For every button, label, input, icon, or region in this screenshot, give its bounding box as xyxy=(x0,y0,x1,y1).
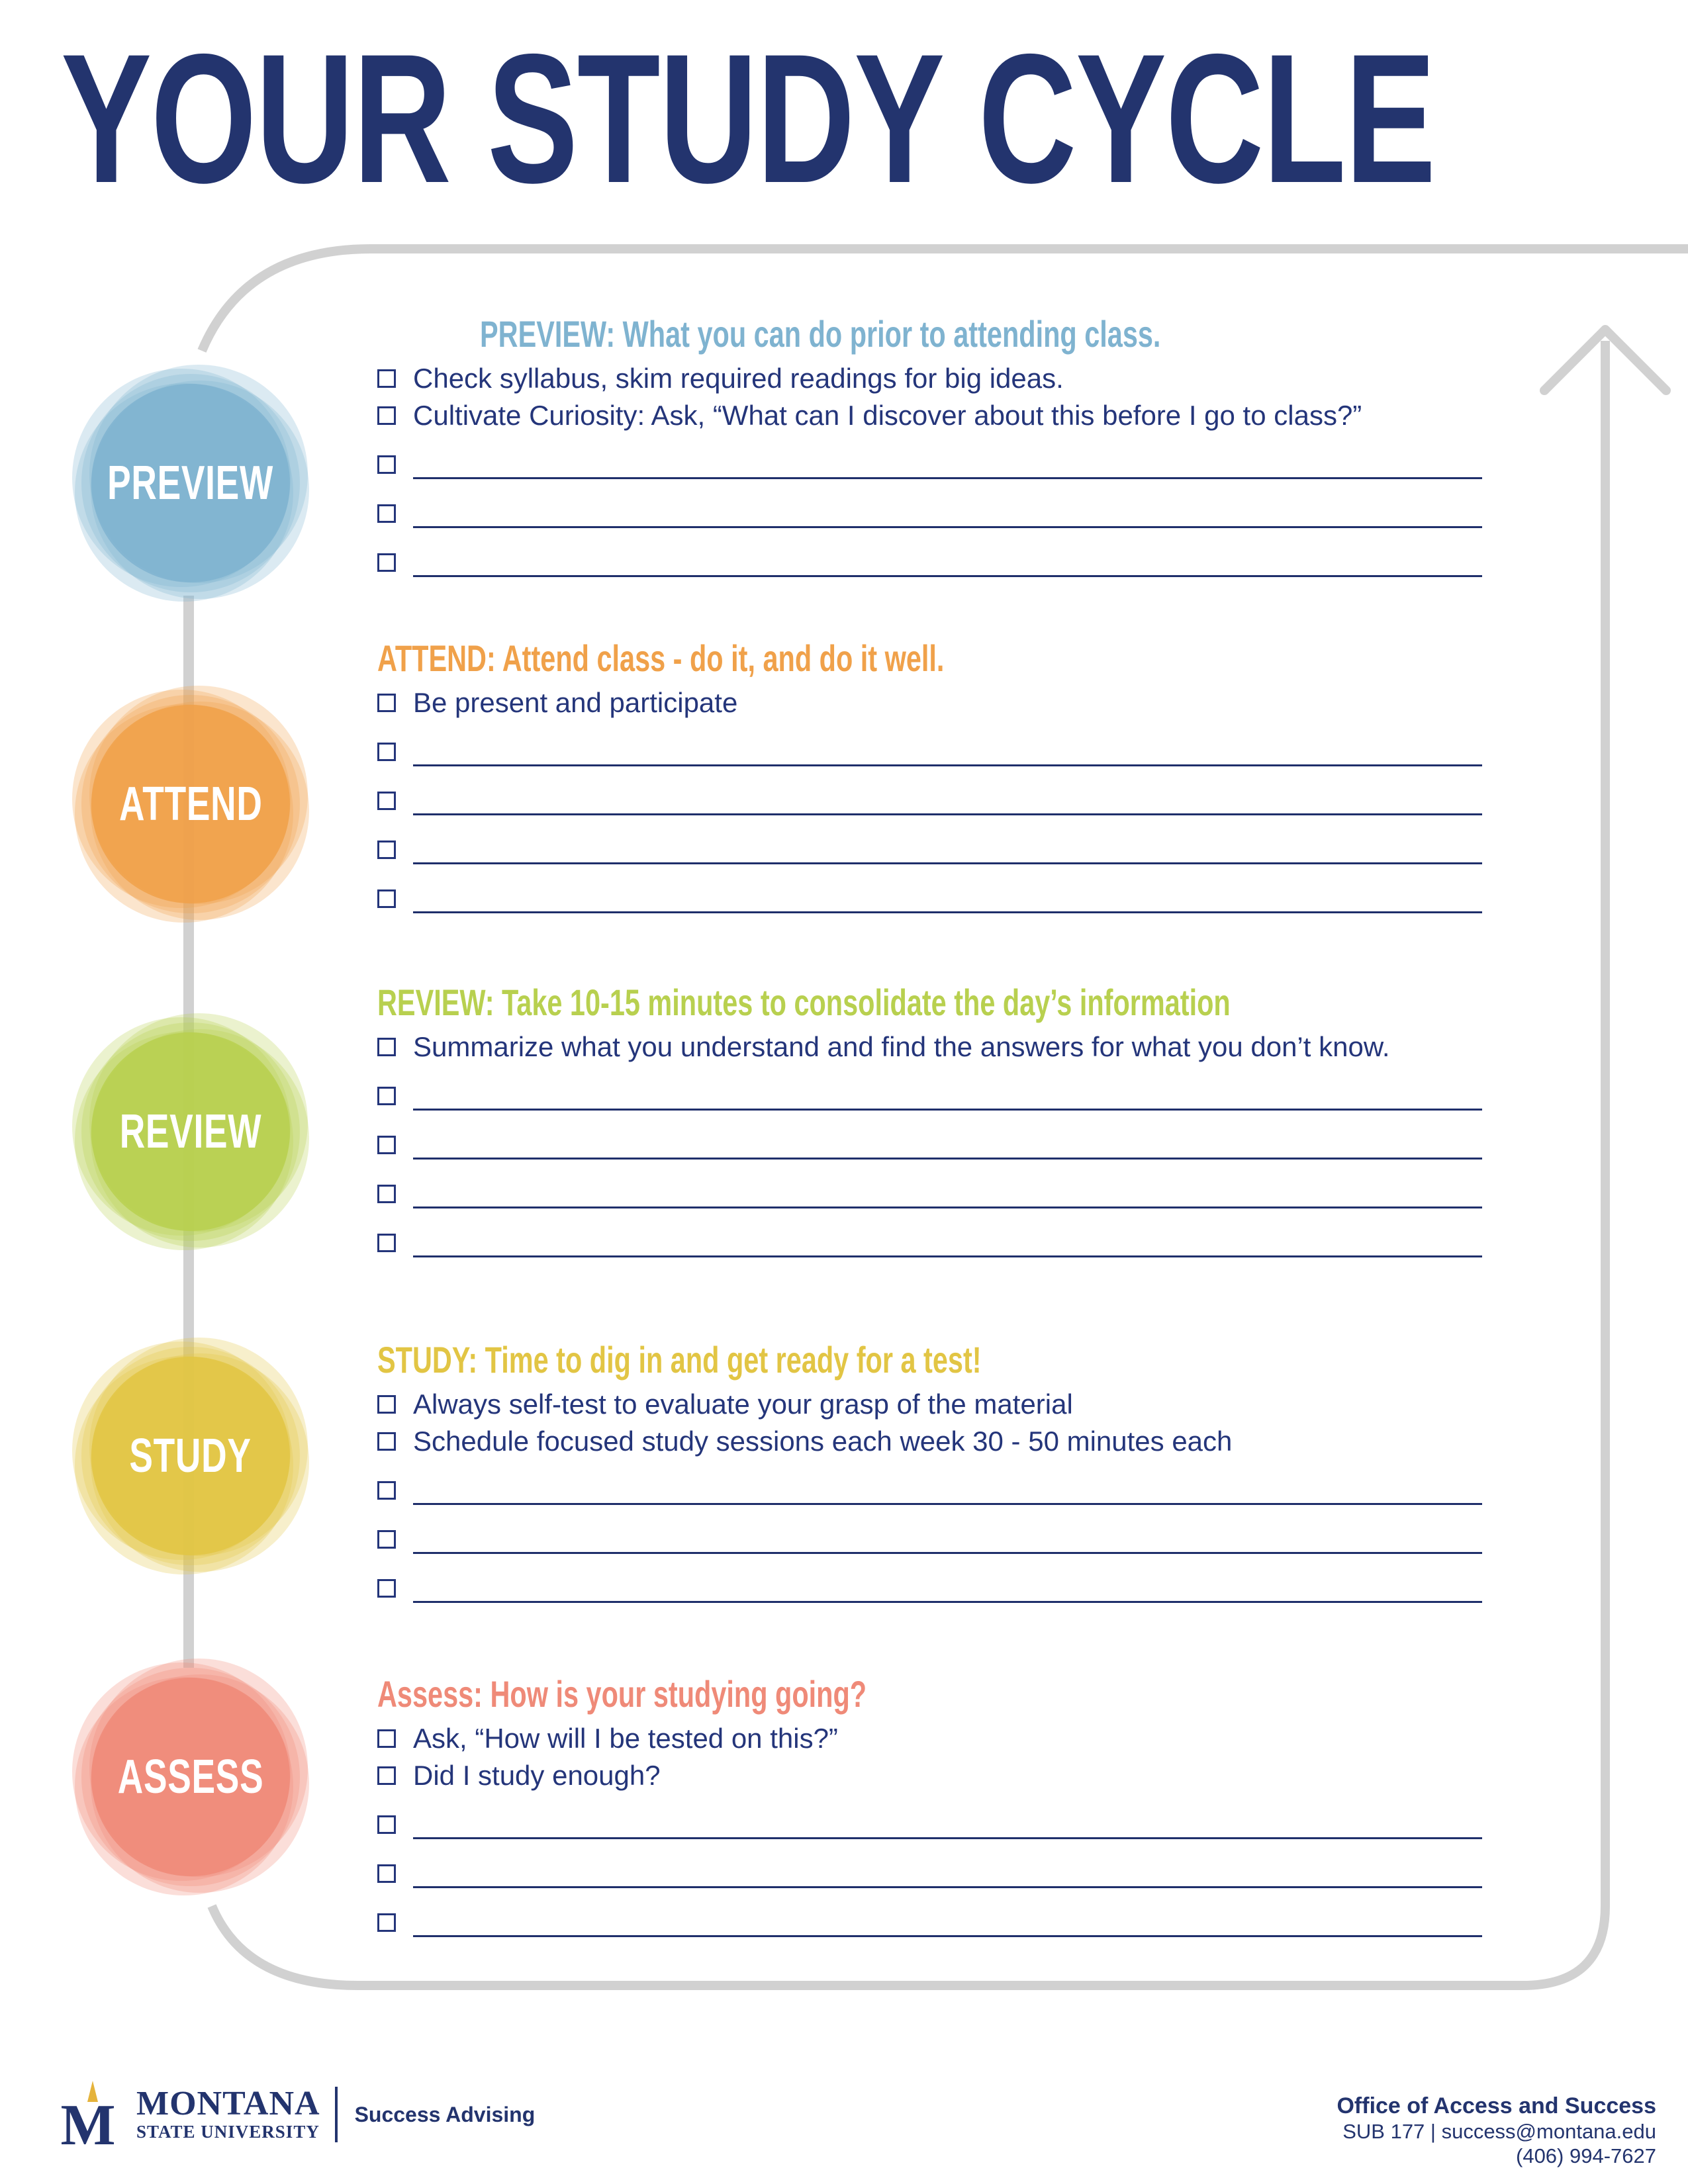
section-heading-study: STUDY: Time to dig in and get ready for a test! xyxy=(377,1339,982,1381)
stage-circle-attend xyxy=(68,682,313,927)
checkbox[interactable] xyxy=(377,1579,396,1598)
checkbox[interactable] xyxy=(377,841,396,859)
checklist-item-text: Summarize what you understand and find the answers for what you don’t know. xyxy=(413,1031,1390,1062)
blank-checklist-item[interactable] xyxy=(377,1555,1489,1604)
checklist-item-text: Schedule focused study sessions each week 30 - 50 minutes each xyxy=(413,1426,1233,1457)
section-heading-review: REVIEW: Take 10-15 minutes to consolidate the day’s information xyxy=(377,981,1231,1023)
section-assess xyxy=(377,1671,1489,1938)
write-in-line[interactable] xyxy=(413,1601,1482,1603)
checklist-item[interactable] xyxy=(377,1754,1489,1792)
checkbox[interactable] xyxy=(377,1234,396,1252)
write-in-line[interactable] xyxy=(413,1837,1482,1839)
checkbox[interactable] xyxy=(377,694,396,712)
write-in-line[interactable] xyxy=(413,477,1482,479)
blank-checklist-item[interactable] xyxy=(377,529,1592,578)
checkbox[interactable] xyxy=(377,1864,396,1883)
stage-label-attend: ATTEND xyxy=(118,778,263,831)
section-attend xyxy=(377,635,1489,915)
office-name: Office of Access and Success xyxy=(1336,2093,1656,2118)
stage-circle-preview xyxy=(68,361,313,606)
write-in-line[interactable] xyxy=(413,1935,1482,1937)
section-study xyxy=(377,1337,1489,1604)
checkbox[interactable] xyxy=(377,889,396,908)
checkbox[interactable] xyxy=(377,504,396,523)
checkbox[interactable] xyxy=(377,1432,396,1451)
stage-circle-assess xyxy=(68,1655,313,1899)
checkbox[interactable] xyxy=(377,1766,396,1785)
department-name: Success Advising xyxy=(354,2102,536,2126)
checkbox[interactable] xyxy=(377,369,396,388)
checkbox[interactable] xyxy=(377,455,396,474)
checkbox[interactable] xyxy=(377,792,396,810)
write-in-line[interactable] xyxy=(413,526,1482,528)
blank-checklist-item[interactable] xyxy=(377,768,1489,817)
stage-circle-review xyxy=(68,1009,313,1254)
write-in-line[interactable] xyxy=(413,764,1482,766)
logo-letter: M xyxy=(60,2093,116,2151)
checkbox[interactable] xyxy=(377,1136,396,1154)
write-in-line[interactable] xyxy=(413,575,1482,577)
stage-circle-study xyxy=(68,1334,313,1578)
checkbox[interactable] xyxy=(377,1395,396,1414)
checklist-item[interactable] xyxy=(377,1383,1489,1420)
checkbox[interactable] xyxy=(377,1530,396,1549)
write-in-line[interactable] xyxy=(413,1206,1482,1208)
checklist-item-text: Be present and participate xyxy=(413,687,738,718)
msu-logo xyxy=(52,2078,535,2151)
write-in-line[interactable] xyxy=(413,813,1482,815)
write-in-line[interactable] xyxy=(413,862,1482,864)
checklist-item-text: Cultivate Curiosity: Ask, “What can I discover about this before I go to class?” xyxy=(413,400,1362,431)
checklist-item-text: Check syllabus, skim required readings for big ideas. xyxy=(413,363,1064,394)
checklist-item-text: Did I study enough? xyxy=(413,1760,661,1791)
address-email: SUB 177 | success@montana.edu xyxy=(1342,2120,1656,2143)
checkbox[interactable] xyxy=(377,406,396,425)
blank-checklist-item[interactable] xyxy=(377,1457,1489,1506)
write-in-line[interactable] xyxy=(413,1886,1482,1888)
checkbox[interactable] xyxy=(377,1481,396,1500)
contact-block xyxy=(1336,2093,1656,2168)
blank-checklist-item[interactable] xyxy=(377,1112,1489,1161)
page-title: YOUR STUDY CYCLE xyxy=(61,15,1435,221)
checklist-item[interactable] xyxy=(377,357,1592,394)
blank-checklist-item[interactable] xyxy=(377,1063,1489,1112)
checkbox[interactable] xyxy=(377,743,396,761)
write-in-line[interactable] xyxy=(413,1109,1482,1111)
section-review xyxy=(377,979,1489,1259)
checklist-item[interactable] xyxy=(377,1420,1489,1457)
stage-label-study: STUDY xyxy=(129,1430,252,1482)
checkbox[interactable] xyxy=(377,1913,396,1932)
section-preview xyxy=(413,311,1592,578)
write-in-line[interactable] xyxy=(413,1158,1482,1160)
section-heading-attend: ATTEND: Attend class - do it, and do it well. xyxy=(377,637,945,679)
logo-name: MONTANA xyxy=(136,2084,320,2122)
blank-checklist-item[interactable] xyxy=(377,432,1592,480)
stage-label-preview: PREVIEW xyxy=(107,457,274,510)
write-in-line[interactable] xyxy=(413,911,1482,913)
blank-checklist-item[interactable] xyxy=(377,1889,1489,1938)
checkbox[interactable] xyxy=(377,1087,396,1105)
checklist-item-text: Ask, “How will I be tested on this?” xyxy=(413,1723,838,1754)
checkbox[interactable] xyxy=(377,553,396,572)
write-in-line[interactable] xyxy=(413,1552,1482,1554)
checklist-item[interactable] xyxy=(377,682,1489,719)
blank-checklist-item[interactable] xyxy=(377,866,1489,915)
write-in-line[interactable] xyxy=(413,1255,1482,1257)
phone-number: (406) 994-7627 xyxy=(1516,2144,1656,2168)
checklist-item-text: Always self-test to evaluate your grasp of the material xyxy=(413,1388,1073,1420)
checklist-item[interactable] xyxy=(377,1717,1489,1754)
blank-checklist-item[interactable] xyxy=(377,1792,1489,1841)
logo-divider xyxy=(335,2087,338,2142)
section-heading-assess: Assess: How is your studying going? xyxy=(377,1673,867,1715)
checkbox[interactable] xyxy=(377,1038,396,1056)
stage-label-review: REVIEW xyxy=(119,1105,262,1158)
checklist-item[interactable] xyxy=(377,1026,1489,1063)
write-in-line[interactable] xyxy=(413,1503,1482,1505)
checklist-item[interactable] xyxy=(377,394,1592,432)
blank-checklist-item[interactable] xyxy=(377,1210,1489,1259)
blank-checklist-item[interactable] xyxy=(377,817,1489,866)
stage-label-assess: ASSESS xyxy=(117,1751,264,1803)
blank-checklist-item[interactable] xyxy=(377,1841,1489,1889)
section-heading-preview: PREVIEW: What you can do prior to attending class. xyxy=(480,313,1161,355)
checkbox[interactable] xyxy=(377,1815,396,1834)
checkbox[interactable] xyxy=(377,1185,396,1203)
blank-checklist-item[interactable] xyxy=(377,1506,1489,1555)
blank-checklist-item[interactable] xyxy=(377,1161,1489,1210)
montana-m-icon xyxy=(52,2078,124,2151)
blank-checklist-item[interactable] xyxy=(377,480,1592,529)
logo-sub: STATE UNIVERSITY xyxy=(136,2121,320,2142)
checkbox[interactable] xyxy=(377,1729,396,1748)
blank-checklist-item[interactable] xyxy=(377,719,1489,768)
